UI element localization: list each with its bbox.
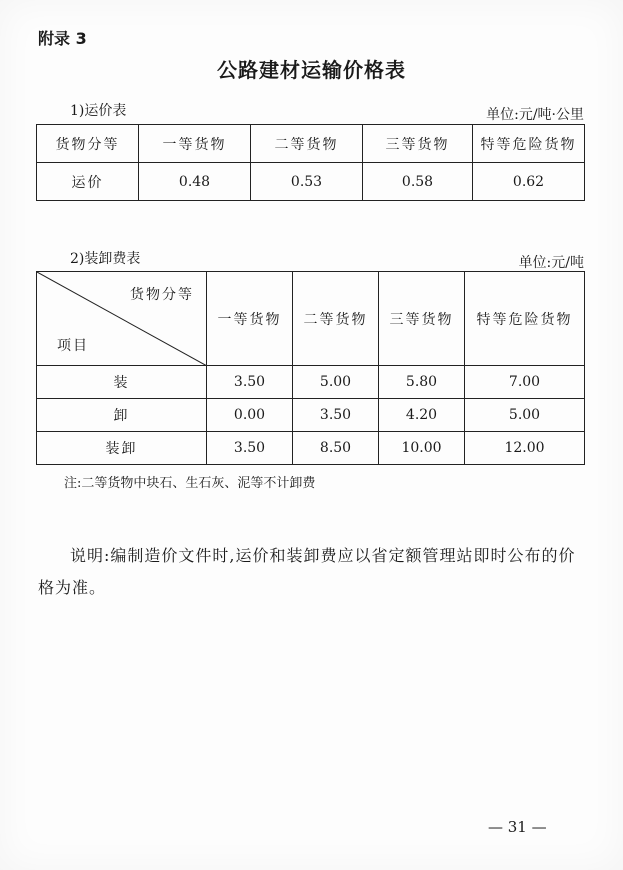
table-cell: 5.00 — [293, 366, 379, 399]
table-cell: 12.00 — [465, 432, 585, 465]
table-row — [37, 163, 585, 201]
section1-label: 1)运价表 — [70, 103, 127, 119]
row-label: 卸 — [37, 399, 207, 432]
table-header-cell: 二等货物 — [293, 272, 379, 366]
table-cell: 3.50 — [207, 432, 293, 465]
table-cell: 5.00 — [465, 399, 585, 432]
table-header-cell: 一等货物 — [139, 125, 251, 163]
corner-bottom-label: 项目 — [57, 338, 89, 354]
table-cell: 3.50 — [207, 366, 293, 399]
table-header-cell: 三等货物 — [379, 272, 465, 366]
table-cell: 3.50 — [293, 399, 379, 432]
table-row — [37, 432, 585, 465]
row-label: 装卸 — [37, 432, 207, 465]
diagonal-header-cell — [37, 272, 207, 366]
page-title: 公路建材运输价格表 — [217, 58, 406, 82]
table-cell: 0.00 — [207, 399, 293, 432]
table-header-cell: 一等货物 — [207, 272, 293, 366]
appendix-label: 附录 3 — [38, 29, 87, 48]
table-header-cell: 货物分等 — [37, 125, 139, 163]
freight-rate-table — [36, 124, 585, 201]
table-row — [37, 366, 585, 399]
table-cell: 0.58 — [363, 163, 473, 201]
table-cell: 0.48 — [139, 163, 251, 201]
table-header-cell: 特等危险货物 — [465, 272, 585, 366]
row-label: 装 — [37, 366, 207, 399]
table-cell: 5.80 — [379, 366, 465, 399]
table-cell: 4.20 — [379, 399, 465, 432]
table-cell: 0.62 — [473, 163, 585, 201]
corner-top-label: 货物分等 — [130, 287, 194, 303]
table-row — [37, 399, 585, 432]
section1-unit: 单位:元/吨·公里 — [486, 107, 584, 123]
table-note: 注:二等货物中块石、生石灰、泥等不计卸费 — [64, 476, 316, 491]
section2-label: 2)装卸费表 — [70, 251, 141, 267]
explanation-paragraph: 说明:编制造价文件时,运价和装卸费应以省定额管理站即时公布的价格为准。 — [38, 546, 576, 597]
table-header-cell: 二等货物 — [251, 125, 363, 163]
table-cell: 8.50 — [293, 432, 379, 465]
row-label: 运价 — [37, 163, 139, 201]
page-number: — 31 — — [488, 818, 547, 836]
table-header-cell: 特等危险货物 — [473, 125, 585, 163]
loading-fee-table — [36, 271, 585, 465]
section2-unit: 单位:元/吨 — [518, 255, 584, 271]
table-cell: 0.53 — [251, 163, 363, 201]
table-cell: 7.00 — [465, 366, 585, 399]
table-header-row — [37, 125, 585, 163]
table-cell: 10.00 — [379, 432, 465, 465]
table-header-row — [37, 272, 585, 366]
table-header-cell: 三等货物 — [363, 125, 473, 163]
